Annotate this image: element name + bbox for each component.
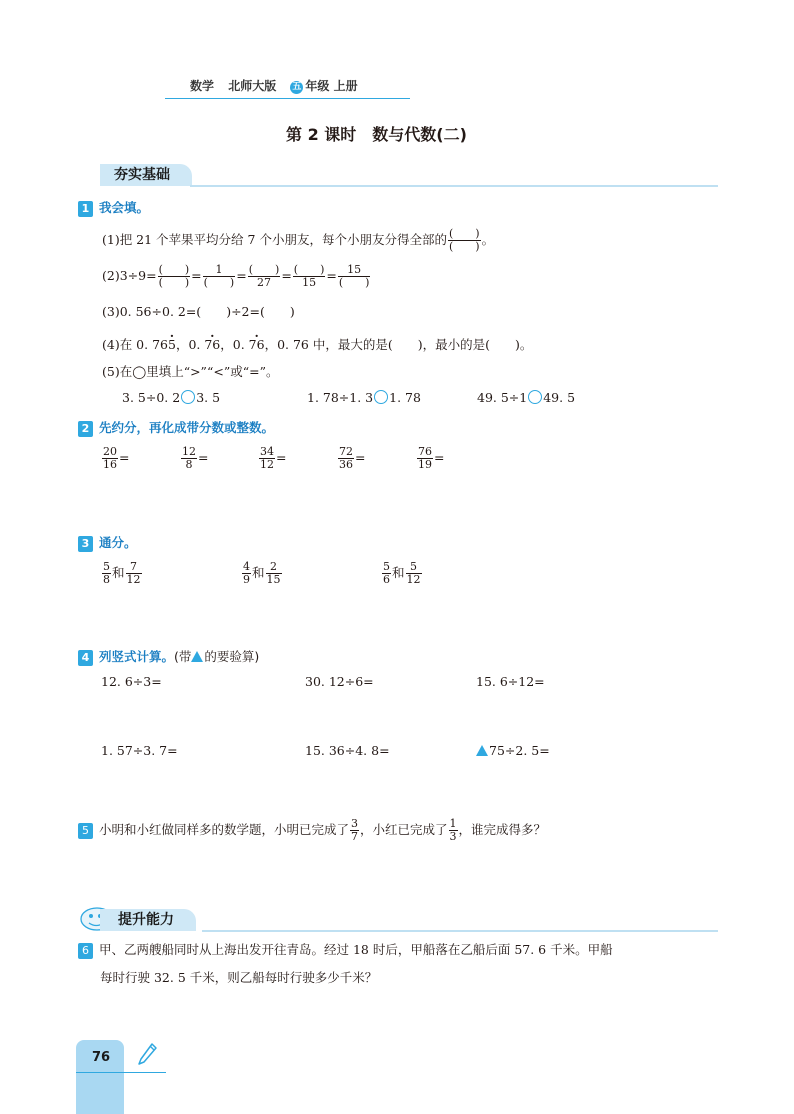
edition: 北师大版 [228,79,277,93]
q1-part1-text: (1)把 21 个苹果平均分给 7 个小朋友，每个小朋友分得全部的 [102,232,447,247]
numerator: 5 [406,561,422,574]
equals: = [355,450,366,465]
compare-left: 49. 5÷1 [477,390,528,405]
q3-item [241,561,283,586]
page-number: 76 [92,1050,111,1065]
denominator: 36 [339,458,353,471]
q1-part1-end: 。 [481,232,495,247]
book-header [190,77,358,94]
q1-part2 [102,264,371,289]
section-banner-advanced [78,909,720,931]
q1-part4-end: ，0. 76 中，最大的是( )，最小的是( )。 [264,337,533,352]
q6-number: 6 [78,943,93,959]
denominator: 6 [383,573,390,586]
numerator: 72 [339,445,353,458]
fraction[interactable]: $\frac{15}{( )}$ [338,263,370,289]
equals: = [434,450,445,465]
calc-problem: 1. 57÷3. 7= [101,743,178,758]
repeating-digit: · 5 [168,337,176,352]
numerator: 2 [266,561,282,574]
q5-text-start: 小明和小红做同样多的数学题，小明已完成了 [99,822,350,837]
footer-divider [76,1072,166,1073]
compare-right: 3. 5 [196,390,221,405]
header-divider [165,98,410,99]
calc-problem: 30. 12÷6= [305,674,374,689]
numerator: 34 [260,445,274,458]
compare-right: 49. 5 [543,390,576,405]
equals: = [326,268,337,283]
fraction[interactable]: $\frac{1}{( )}$ [203,263,235,289]
denominator: 12 [126,573,141,586]
q2-item [258,446,286,471]
calc-problem-verify [476,743,550,758]
denominator: 9 [243,573,250,586]
q5-text-mid: ，小红已完成了 [360,822,448,837]
denominator: 8 [185,458,193,471]
q2-number: 2 [78,421,93,437]
numerator: 3 [351,817,359,830]
q5 [78,818,546,843]
q1-part5: (5)在◯里填上“>”“<”或“=”。 [102,364,279,379]
and-text: 和 [392,565,405,580]
answer-circle[interactable] [528,390,542,404]
q2-title-text: 先约分，再化成带分数或整数。 [99,420,275,435]
equals: = [198,450,209,465]
q4-title-text: 列竖式计算。 [99,649,175,664]
calc-problem-text: 75÷2. 5= [489,743,550,758]
numerator: 1 [449,817,457,830]
numerator: 76 [418,445,432,458]
numerator: 15 [338,264,371,277]
q6-line1 [78,940,613,959]
q4-note-end: 的要验算) [204,649,260,664]
denominator: 15 [302,276,317,289]
repeating-digits: · 76 [204,337,220,352]
calc-problem: 15. 6÷12= [476,674,545,689]
triangle-icon [191,651,203,662]
numerator: 20 [103,445,117,458]
answer-circle[interactable] [374,390,388,404]
denominator: 7 [351,830,359,843]
q1-title-text: 我会填。 [99,200,150,215]
q2-title [78,418,274,437]
q1-title [78,198,149,217]
subject: 数学 [190,79,215,93]
q1-part1 [102,228,494,253]
q1-part2-label: (2)3÷9= [102,268,157,283]
q6-line2: 每时行驶 32. 5 千米，则乙船每时行驶多少千米？ [100,970,378,985]
fraction[interactable]: $\frac{( )}{15}$ [293,263,325,289]
q3-title [78,533,137,552]
grade-badge: 五 [292,82,302,92]
compare-left: 3. 5÷0. 2 [122,390,181,405]
section-title-basic: 夯实基础 [100,164,192,186]
denominator: 15 [266,573,281,586]
calc-problem: 12. 6÷3= [101,674,162,689]
q2-item [337,446,365,471]
q1-number: 1 [78,201,93,217]
denominator: 8 [103,573,110,586]
denominator: 12 [260,458,274,471]
compare-3 [477,390,575,405]
separator: ，0. [220,337,249,352]
q3-item [381,561,423,586]
numerator: 7 [126,561,142,574]
compare-right: 1. 78 [389,390,421,405]
separator: ，0. [175,337,205,352]
fraction[interactable]: $\frac{( )}{27}$ [248,263,280,289]
repeating-digits: · 76 [249,337,265,352]
denominator: 12 [406,573,421,586]
section-divider [190,185,718,187]
section-banner-basic [100,164,720,186]
equals: = [191,268,202,283]
lesson-title: 第 2 课时 数与代数(二) [286,125,467,144]
grade: 年级 [305,79,330,93]
q2-item [180,446,208,471]
denominator: 3 [449,830,457,843]
blank-fraction[interactable]: $\frac{( )}{( )}$ [448,227,480,253]
q4-note-start: (带 [174,649,192,664]
numerator: 5 [103,560,110,573]
compare-2 [307,390,421,405]
denominator: 19 [418,458,432,471]
denominator: 16 [103,458,117,471]
section-title-advanced: 提升能力 [100,909,196,931]
q3-number: 3 [78,536,93,552]
q2-item [101,446,129,471]
numerator: 12 [182,445,196,458]
calc-problem: 15. 36÷4. 8= [305,743,390,758]
q6-text-line1: 甲、乙两艘船同时从上海出发开往青岛。经过 18 时后，甲船落在乙船后面 57. 6 千米。甲船 [99,942,613,957]
q2-item [416,446,444,471]
pencil-icon [136,1042,158,1068]
q3-item [101,561,143,586]
blank-fraction[interactable]: $\frac{( )}{( )}$ [158,263,190,289]
triangle-icon [476,745,488,756]
answer-circle[interactable] [181,390,195,404]
and-text: 和 [112,565,125,580]
numerator: 4 [243,560,250,573]
equals: = [276,450,287,465]
compare-1 [122,390,220,405]
q1-part4 [102,335,532,353]
equals: = [236,268,247,283]
denominator: 27 [257,276,272,289]
q5-number: 5 [78,823,93,839]
numerator: 1 [203,264,236,277]
q4-title [78,647,259,666]
volume: 上册 [333,79,358,93]
q4-number: 4 [78,650,93,666]
compare-left: 1. 78÷1. 3 [307,390,374,405]
equals: = [281,268,292,283]
numerator: 5 [383,560,390,573]
q5-text-end: ，谁完成得多？ [458,822,547,837]
equals: = [119,450,130,465]
q1-part4-start: (4)在 0. 76 [102,337,168,352]
q1-part3: (3)0. 56÷0. 2=( )÷2=( ) [102,304,295,319]
q3-title-text: 通分。 [99,535,137,550]
and-text: 和 [252,565,265,580]
section-divider [202,930,718,932]
